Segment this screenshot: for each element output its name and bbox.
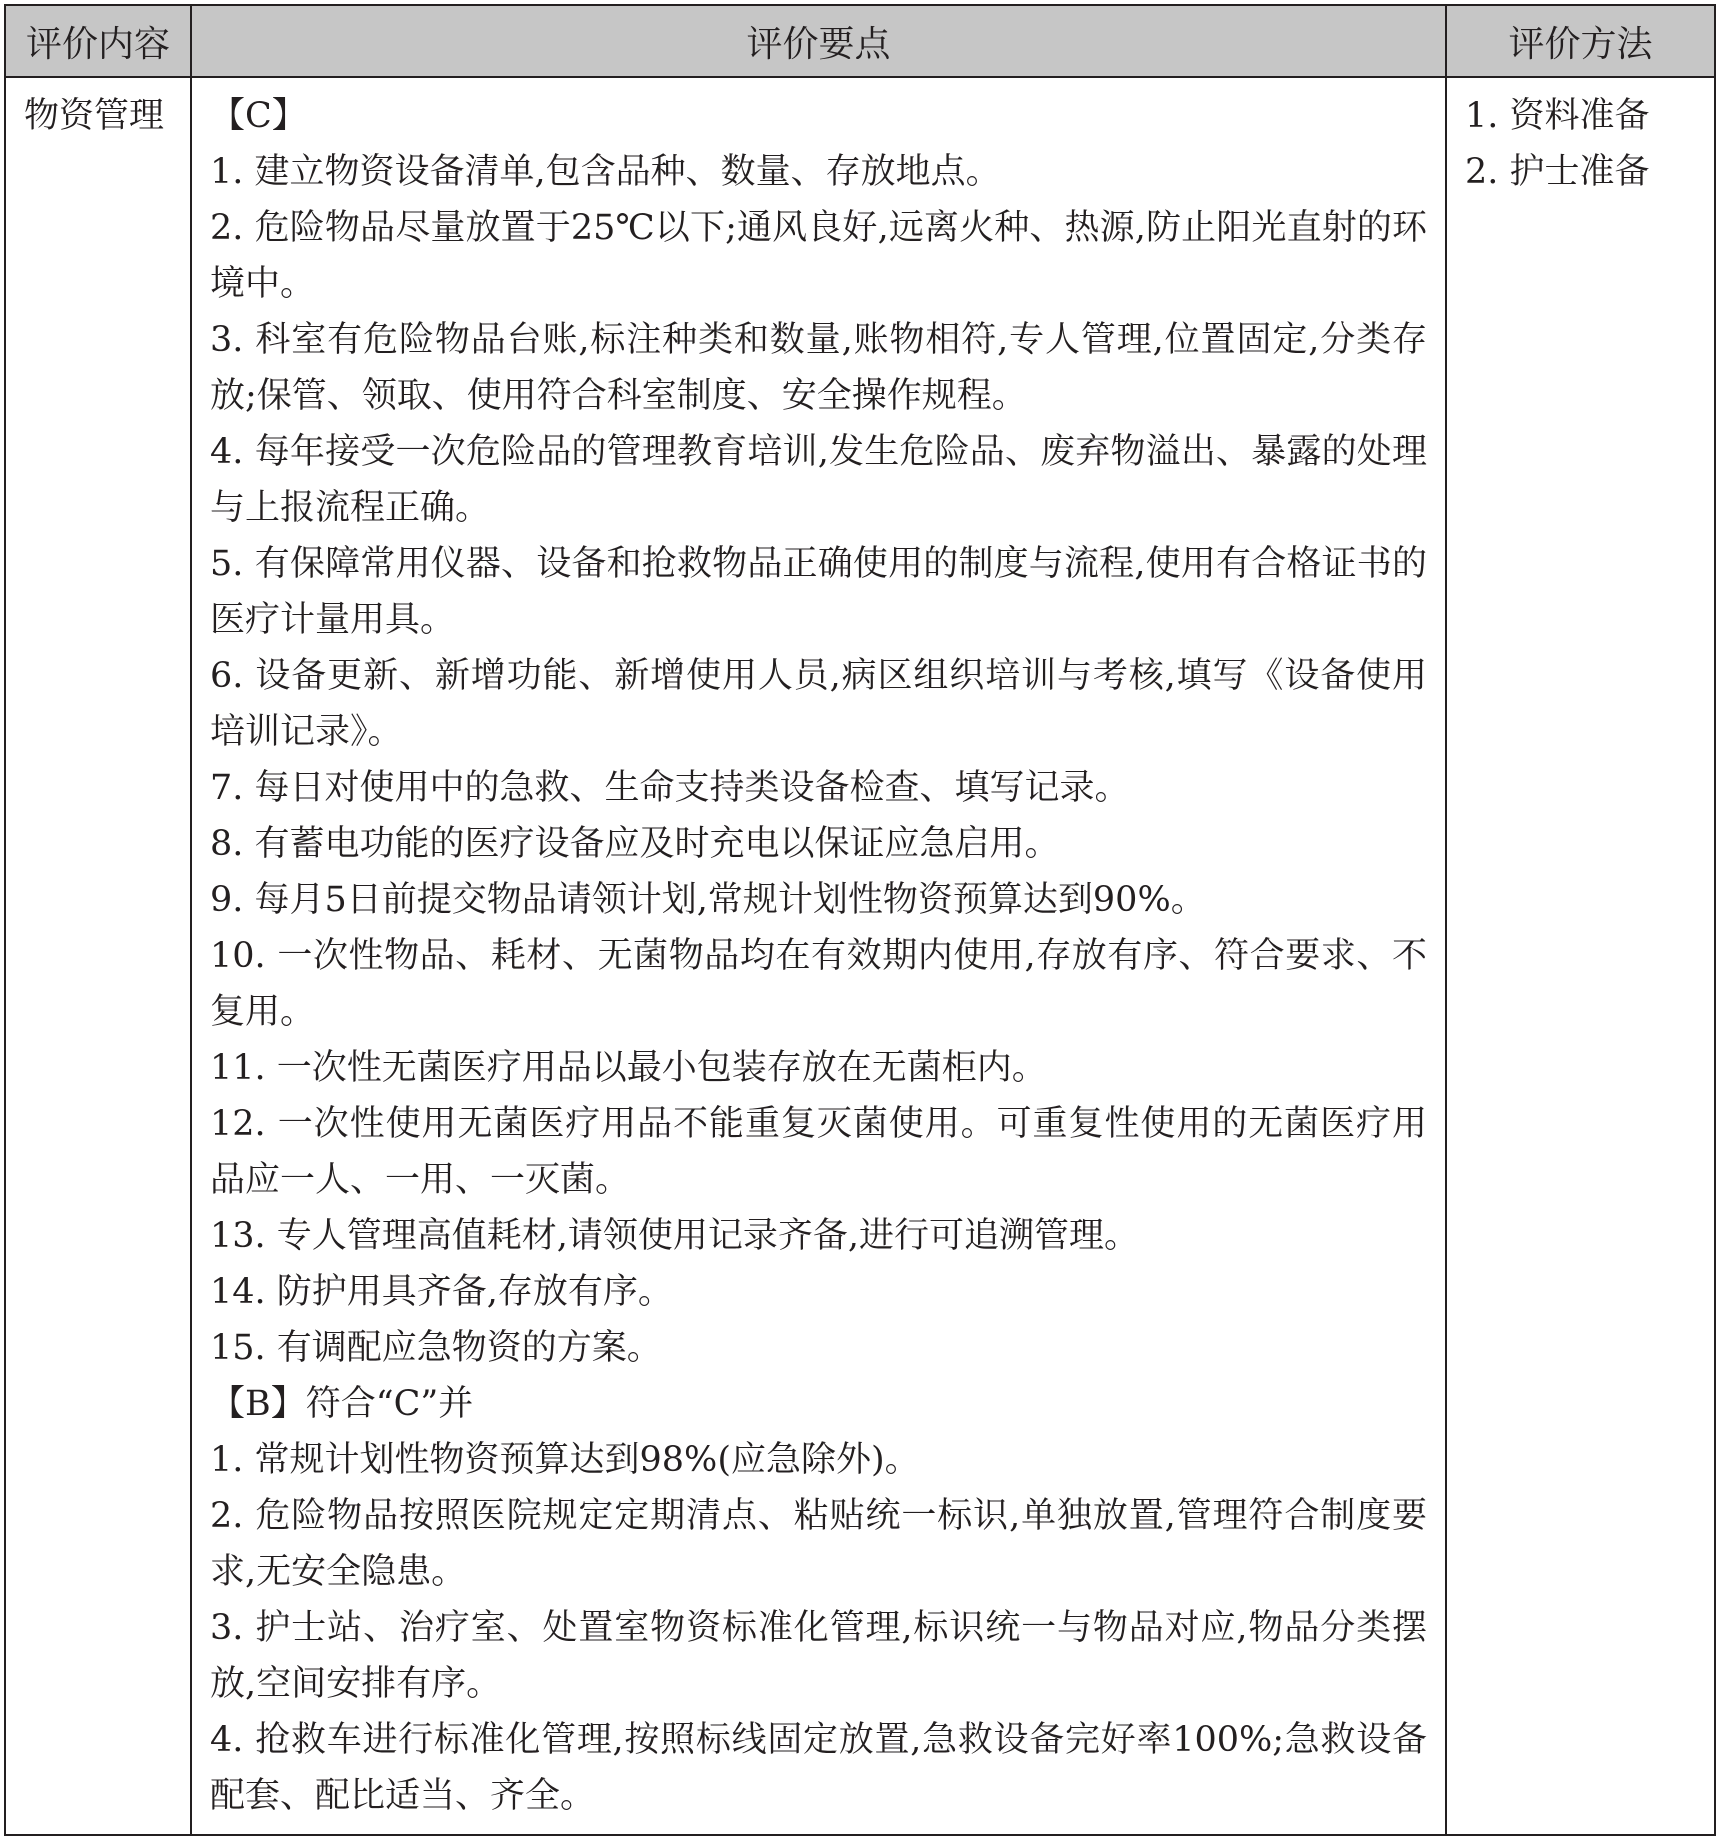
- points-line: 2. 危险物品按照医院规定定期清点、粘贴统一标识,单独放置,管理符合制度要求,无安全隐患。: [210, 1496, 1427, 1592]
- points-line: 4. 每年接受一次危险品的管理教育培训,发生危险品、废弃物溢出、暴露的处理与上报流程正确。: [210, 432, 1427, 528]
- points-line: 14. 防护用具齐备,存放有序。: [210, 1272, 673, 1312]
- points-line: 6. 设备更新、新增功能、新增使用人员,病区组织培训与考核,填写《设备使用培训记录》。: [210, 656, 1427, 752]
- table-row: [5, 77, 1715, 1835]
- header-method: 评价方法: [1446, 5, 1715, 77]
- points-line: 7. 每日对使用中的急救、生命支持类设备检查、填写记录。: [210, 768, 1130, 808]
- method-cell: [1446, 77, 1715, 1835]
- points-line: 10. 一次性物品、耗材、无菌物品均在有效期内使用,存放有序、符合要求、不复用。: [210, 936, 1427, 1032]
- evaluation-table: [4, 4, 1716, 1836]
- points-line: 15. 有调配应急物资的方案。: [210, 1328, 662, 1368]
- content-cell: 物资管理: [5, 77, 191, 1835]
- method-item: 2. 护士准备: [1465, 152, 1650, 192]
- points-line: 12. 一次性使用无菌医疗用品不能重复灭菌使用。可重复性使用的无菌医疗用品应一人、一用、一灭菌。: [210, 1104, 1427, 1200]
- points-line: 11. 一次性无菌医疗用品以最小包装存放在无菌柜内。: [210, 1048, 1047, 1088]
- points-cell: [191, 77, 1446, 1835]
- method-item: 1. 资料准备: [1465, 96, 1650, 136]
- points-line: 13. 专人管理高值耗材,请领使用记录齐备,进行可追溯管理。: [210, 1216, 1140, 1256]
- points-line: 8. 有蓄电功能的医疗设备应及时充电以保证应急启用。: [210, 824, 1060, 864]
- header-points: 评价要点: [191, 5, 1446, 77]
- points-line: 9. 每月5日前提交物品请领计划,常规计划性物资预算达到90%。: [210, 880, 1206, 920]
- points-line: 3. 科室有危险物品台账,标注种类和数量,账物相符,专人管理,位置固定,分类存放;保管、领取、使用符合科室制度、安全操作规程。: [210, 320, 1427, 416]
- points-line: 3. 护士站、治疗室、处置室物资标准化管理,标识统一与物品对应,物品分类摆放,空间安排有序。: [210, 1608, 1427, 1704]
- points-line: 5. 有保障常用仪器、设备和抢救物品正确使用的制度与流程,使用有合格证书的医疗计量用具。: [210, 544, 1427, 640]
- points-line: 【B】符合“C”并: [210, 1384, 474, 1424]
- points-line: 4. 抢救车进行标准化管理,按照标线固定放置,急救设备完好率100%;急救设备配套、配比适当、齐全。: [210, 1720, 1427, 1816]
- points-line: 2. 危险物品尽量放置于25℃以下;通风良好,远离火种、热源,防止阳光直射的环境中。: [210, 208, 1427, 304]
- table-header-row: [5, 5, 1715, 77]
- header-content: 评价内容: [5, 5, 191, 77]
- points-line: 1. 常规计划性物资预算达到98%(应急除外)。: [210, 1440, 920, 1480]
- points-line: 1. 建立物资设备清单,包含品种、数量、存放地点。: [210, 152, 1001, 192]
- points-line: 【C】: [210, 96, 307, 136]
